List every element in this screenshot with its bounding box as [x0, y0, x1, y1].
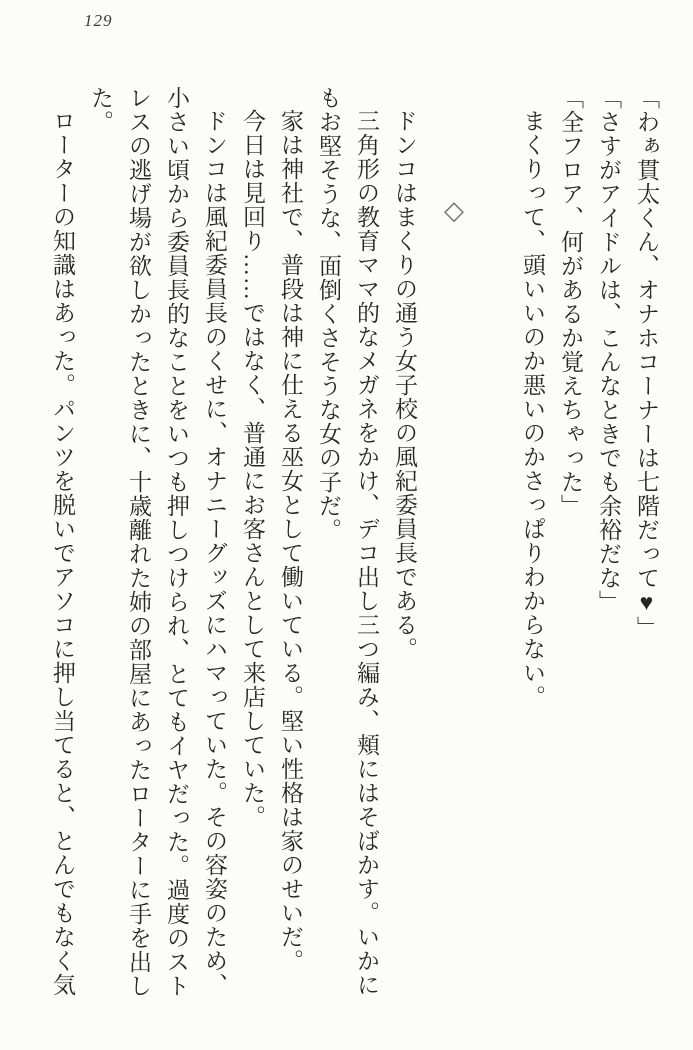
narrative-paragraph: まくりって、頭いいのか悪いのかさっぱりわからない。: [520, 109, 545, 709]
dialogue-line: 「わぁ貫太くん、オナホコーナーは七階だって♥」: [634, 86, 659, 640]
dialogue-line: 「全フロア、何があるか覚えちゃった」: [558, 86, 583, 518]
narrative-paragraph: 今日は見回り……ではなく、普通にお客さんとして来店していた。: [240, 109, 265, 829]
book-page-text: [43, 86, 665, 998]
narrative-paragraph: 家は神社で、普段は神に仕える巫女として働いている。堅い性格は家のせいだ。: [278, 109, 303, 973]
page-number: 129: [84, 11, 113, 30]
narrative-paragraph: ドンコは風紀委員長のくせに、オナニーグッズにハマっていた。その容姿のため、小さい頃から委員長的なことをいつも押しつけられ、とてもイヤだった。過度のストレスの逃げ場が欲しかったときに、十歳離れた姉の部屋にあったローターに手を出した。: [88, 86, 227, 998]
dialogue-line: 「さすがアイドルは、こんなときでも余裕だな」: [596, 86, 621, 614]
narrative-paragraph: ドンコはまくりの通う女子校の風紀委員長である。: [392, 109, 417, 661]
scene-break-marker: ◇: [440, 196, 469, 227]
narrative-paragraph: ローターの知識はあった。パンツを脱いでアソコに押し当てると、とんでもなく気: [50, 109, 75, 997]
narrative-paragraph: 三角形の教育ママ的なメガネをかけ、デコ出し三つ編み、頬にはそばかす。いかにもお堅そうな、面倒くさそうな女の子だ。: [316, 86, 379, 997]
